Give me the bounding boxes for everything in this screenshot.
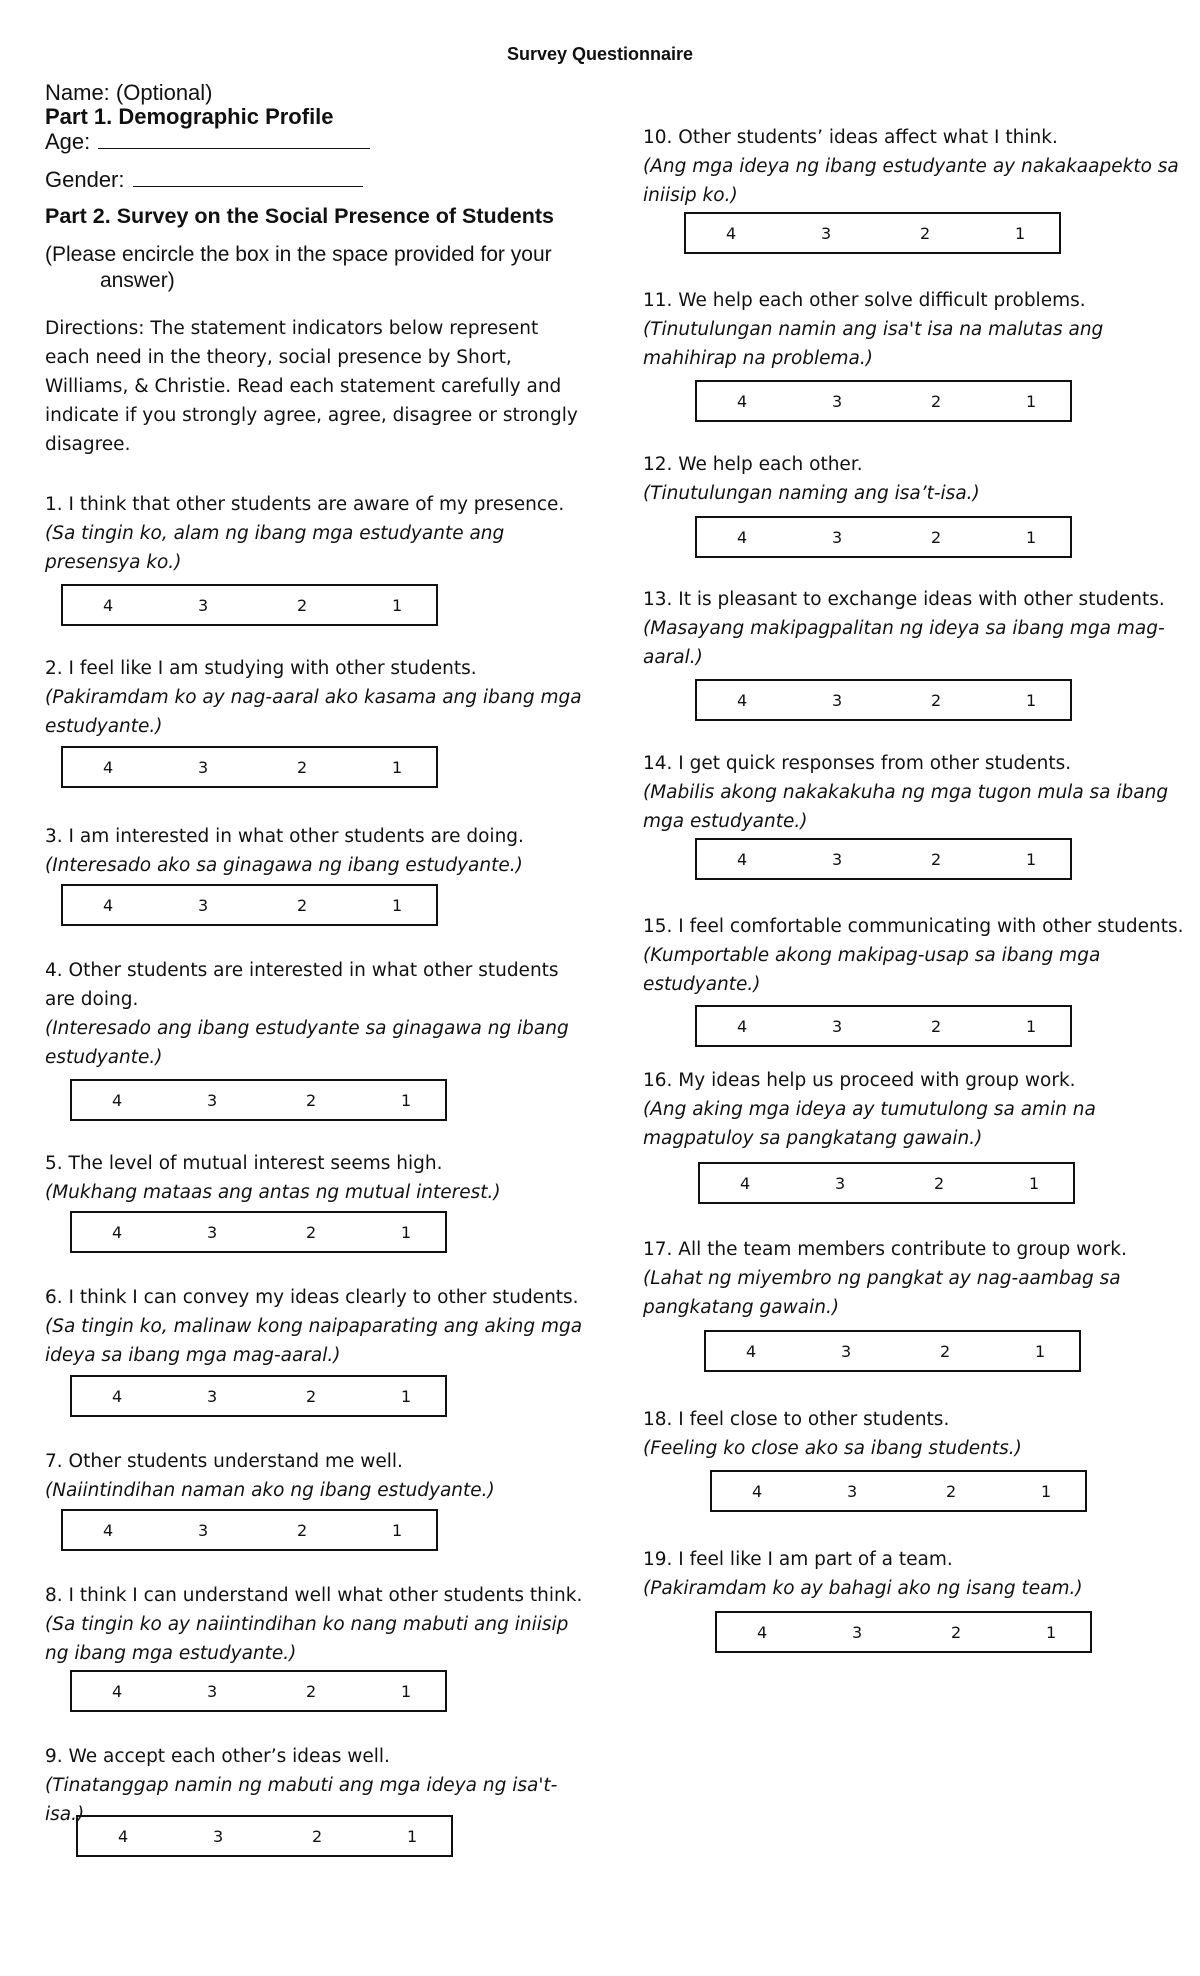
rating-option-3[interactable]: 3	[198, 896, 209, 915]
rating-option-1[interactable]: 1	[1041, 1482, 1052, 1501]
rating-option-3[interactable]: 3	[198, 596, 209, 615]
question-1	[45, 490, 585, 577]
rating-scale-13[interactable]	[695, 679, 1072, 721]
question-7	[45, 1447, 585, 1505]
rating-scale-15[interactable]	[695, 1005, 1072, 1047]
rating-scale-1[interactable]	[61, 584, 438, 626]
rating-option-3[interactable]: 3	[832, 392, 843, 411]
age-field	[45, 128, 370, 155]
question-15-translation: (Kumportable akong makipag-usap sa ibang mga estudyante.)	[643, 945, 1101, 995]
rating-scale-16[interactable]	[698, 1162, 1075, 1204]
question-15-text: 15. I feel comfortable communicating with other students.	[643, 916, 1184, 937]
rating-option-3[interactable]: 3	[841, 1342, 852, 1361]
rating-scale-11[interactable]	[695, 380, 1072, 422]
question-17	[643, 1235, 1183, 1322]
rating-option-2[interactable]: 2	[306, 1682, 317, 1701]
rating-option-2[interactable]: 2	[931, 528, 942, 547]
question-5-text: 5. The level of mutual interest seems high.	[45, 1153, 443, 1174]
rating-option-1[interactable]: 1	[407, 1827, 418, 1846]
question-16-translation: (Ang aking mga ideya ay tumutulong sa amin na magpatuloy sa pangkatang gawain.)	[643, 1099, 1096, 1149]
rating-option-4[interactable]: 4	[737, 850, 748, 869]
question-8-translation: (Sa tingin ko ay naiintindihan ko nang mabuti ang iniisip ng ibang mga estudyante.)	[45, 1614, 569, 1664]
rating-option-2[interactable]: 2	[297, 596, 308, 615]
question-2-translation: (Pakiramdam ko ay nag-aaral ako kasama ang ibang mga estudyante.)	[45, 687, 582, 737]
question-11	[643, 286, 1183, 373]
question-4	[45, 956, 585, 1072]
part1-heading: Part 1. Demographic Profile	[45, 104, 334, 129]
question-11-text: 11. We help each other solve difficult problems.	[643, 290, 1086, 311]
rating-option-4[interactable]: 4	[103, 1521, 114, 1540]
rating-option-1[interactable]: 1	[1026, 850, 1037, 869]
rating-option-1[interactable]: 1	[392, 896, 403, 915]
rating-option-3[interactable]: 3	[198, 758, 209, 777]
rating-option-4[interactable]: 4	[103, 896, 114, 915]
directions-paragraph: Directions: The statement indicators below represent each need in the theory, social presence by Short, Williams, & Christie. Read each statement carefully and indicate if you strongly agree, agree, disagree or strongly disagree.	[45, 318, 578, 455]
rating-option-2[interactable]: 2	[951, 1623, 962, 1642]
rating-option-1[interactable]: 1	[1026, 528, 1037, 547]
question-14-translation: (Mabilis akong nakakakuha ng mga tugon mula sa ibang mga estudyante.)	[643, 782, 1169, 832]
rating-option-1[interactable]: 1	[1026, 1017, 1037, 1036]
rating-option-4[interactable]: 4	[752, 1482, 763, 1501]
rating-scale-10[interactable]	[684, 212, 1061, 254]
rating-option-3[interactable]: 3	[832, 1017, 843, 1036]
rating-option-2[interactable]: 2	[931, 1017, 942, 1036]
question-13-translation: (Masayang makipagpalitan ng ideya sa ibang mga mag-aaral.)	[643, 618, 1165, 668]
rating-option-1[interactable]: 1	[401, 1387, 412, 1406]
question-12	[643, 450, 1183, 508]
question-1-translation: (Sa tingin ko, alam ng ibang mga estudyante ang presensya ko.)	[45, 523, 505, 573]
question-10-translation: (Ang mga ideya ng ibang estudyante ay nakakaapekto sa iniisip ko.)	[643, 156, 1179, 206]
rating-option-3[interactable]: 3	[847, 1482, 858, 1501]
gender-label: Gender:	[45, 167, 125, 192]
rating-option-4[interactable]: 4	[737, 392, 748, 411]
rating-option-3[interactable]: 3	[207, 1682, 218, 1701]
rating-scale-14[interactable]	[695, 838, 1072, 880]
rating-scale-2[interactable]	[61, 746, 438, 788]
question-16-text: 16. My ideas help us proceed with group work.	[643, 1070, 1076, 1091]
instruction-line-1: (Please encircle the box in the space provided for your	[45, 243, 552, 266]
question-17-text: 17. All the team members contribute to group work.	[643, 1239, 1127, 1260]
rating-option-2[interactable]: 2	[297, 758, 308, 777]
age-blank-line[interactable]	[98, 128, 370, 149]
rating-scale-5[interactable]	[70, 1211, 447, 1253]
question-19	[643, 1545, 1183, 1603]
question-9-translation: (Tinatanggap namin ng mabuti ang mga ideya ng isa't-isa.)	[45, 1775, 558, 1825]
rating-option-1[interactable]: 1	[1015, 224, 1026, 243]
rating-option-2[interactable]: 2	[931, 850, 942, 869]
question-8-text: 8. I think I can understand well what other students think.	[45, 1585, 583, 1606]
age-label: Age:	[45, 129, 91, 154]
document-title: Survey Questionnaire	[506, 44, 694, 64]
question-7-translation: (Naiintindihan naman ako ng ibang estudyante.)	[45, 1480, 495, 1501]
question-5	[45, 1149, 585, 1207]
rating-option-1[interactable]: 1	[1026, 691, 1037, 710]
rating-option-2[interactable]: 2	[306, 1387, 317, 1406]
rating-option-1[interactable]: 1	[1035, 1342, 1046, 1361]
rating-option-2[interactable]: 2	[297, 1521, 308, 1540]
question-3	[45, 822, 585, 880]
question-11-translation: (Tinutulungan namin ang isa't isa na malutas ang mahihirap na problema.)	[643, 319, 1104, 369]
question-17-translation: (Lahat ng miyembro ng pangkat ay nag-aambag sa pangkatang gawain.)	[643, 1268, 1121, 1318]
rating-option-4[interactable]: 4	[112, 1682, 123, 1701]
rating-option-3[interactable]: 3	[835, 1174, 846, 1193]
name-field-label: Name: (Optional)	[45, 80, 213, 105]
rating-option-1[interactable]: 1	[401, 1091, 412, 1110]
rating-option-1[interactable]: 1	[1029, 1174, 1040, 1193]
question-15	[643, 912, 1200, 999]
question-14	[643, 749, 1183, 836]
rating-scale-12[interactable]	[695, 516, 1072, 558]
question-4-translation: (Interesado ang ibang estudyante sa ginagawa ng ibang estudyante.)	[45, 1018, 569, 1068]
question-18	[643, 1405, 1183, 1463]
rating-option-2[interactable]: 2	[931, 392, 942, 411]
rating-option-1[interactable]: 1	[392, 596, 403, 615]
rating-option-2[interactable]: 2	[931, 691, 942, 710]
rating-option-4[interactable]: 4	[726, 224, 737, 243]
rating-option-2[interactable]: 2	[306, 1223, 317, 1242]
rating-option-4[interactable]: 4	[746, 1342, 757, 1361]
rating-scale-9[interactable]	[76, 1815, 453, 1857]
question-12-text: 12. We help each other.	[643, 454, 863, 475]
rating-scale-3[interactable]	[61, 884, 438, 926]
rating-option-3[interactable]: 3	[852, 1623, 863, 1642]
question-19-text: 19. I feel like I am part of a team.	[643, 1549, 953, 1570]
question-18-text: 18. I feel close to other students.	[643, 1409, 950, 1430]
question-1-text: 1. I think that other students are aware of my presence.	[45, 494, 565, 515]
question-7-text: 7. Other students understand me well.	[45, 1451, 403, 1472]
rating-option-3[interactable]: 3	[821, 224, 832, 243]
rating-option-2[interactable]: 2	[297, 896, 308, 915]
question-8	[45, 1581, 585, 1668]
rating-option-1[interactable]: 1	[392, 1521, 403, 1540]
rating-option-4[interactable]: 4	[112, 1387, 123, 1406]
rating-option-3[interactable]: 3	[832, 528, 843, 547]
question-18-translation: (Feeling ko close ako sa ibang students.)	[643, 1438, 1022, 1459]
rating-option-4[interactable]: 4	[757, 1623, 768, 1642]
rating-option-4[interactable]: 4	[103, 596, 114, 615]
rating-option-2[interactable]: 2	[934, 1174, 945, 1193]
rating-option-3[interactable]: 3	[207, 1223, 218, 1242]
rating-option-2[interactable]: 2	[312, 1827, 323, 1846]
rating-option-2[interactable]: 2	[946, 1482, 957, 1501]
rating-option-3[interactable]: 3	[213, 1827, 224, 1846]
question-13	[643, 585, 1183, 672]
rating-option-4[interactable]: 4	[103, 758, 114, 777]
question-2-text: 2. I feel like I am studying with other students.	[45, 658, 477, 679]
question-19-translation: (Pakiramdam ko ay bahagi ako ng isang team.)	[643, 1578, 1083, 1599]
rating-option-1[interactable]: 1	[401, 1682, 412, 1701]
rating-option-3[interactable]: 3	[832, 691, 843, 710]
rating-option-3[interactable]: 3	[832, 850, 843, 869]
question-6-text: 6. I think I can convey my ideas clearly to other students.	[45, 1287, 579, 1308]
rating-option-3[interactable]: 3	[207, 1387, 218, 1406]
question-13-text: 13. It is pleasant to exchange ideas with other students.	[643, 589, 1165, 610]
rating-option-1[interactable]: 1	[401, 1223, 412, 1242]
part2-heading: Part 2. Survey on the Social Presence of Students	[45, 204, 554, 228]
question-3-translation: (Interesado ako sa ginagawa ng ibang estudyante.)	[45, 855, 523, 876]
rating-scale-7[interactable]	[61, 1509, 438, 1551]
rating-option-3[interactable]: 3	[198, 1521, 209, 1540]
question-2	[45, 654, 585, 741]
rating-option-3[interactable]: 3	[207, 1091, 218, 1110]
rating-option-4[interactable]: 4	[118, 1827, 129, 1846]
rating-option-1[interactable]: 1	[392, 758, 403, 777]
rating-option-4[interactable]: 4	[740, 1174, 751, 1193]
rating-option-2[interactable]: 2	[920, 224, 931, 243]
rating-scale-6[interactable]	[70, 1375, 447, 1417]
question-10	[643, 123, 1183, 210]
rating-scale-18[interactable]	[710, 1470, 1087, 1512]
rating-option-1[interactable]: 1	[1026, 392, 1037, 411]
rating-option-4[interactable]: 4	[737, 691, 748, 710]
question-4-text: 4. Other students are interested in what other students are doing.	[45, 960, 559, 1010]
instruction-line-2: answer)	[100, 269, 175, 292]
rating-option-1[interactable]: 1	[1046, 1623, 1057, 1642]
rating-scale-4[interactable]	[70, 1079, 447, 1121]
rating-scale-17[interactable]	[704, 1330, 1081, 1372]
question-9-text: 9. We accept each other’s ideas well.	[45, 1746, 390, 1767]
question-3-text: 3. I am interested in what other students are doing.	[45, 826, 524, 847]
rating-option-4[interactable]: 4	[112, 1091, 123, 1110]
question-10-text: 10. Other students’ ideas affect what I think.	[643, 127, 1058, 148]
question-6-translation: (Sa tingin ko, malinaw kong naipaparating ang aking mga ideya sa ibang mga mag-aaral.)	[45, 1316, 583, 1366]
rating-option-4[interactable]: 4	[112, 1223, 123, 1242]
rating-option-2[interactable]: 2	[306, 1091, 317, 1110]
question-14-text: 14. I get quick responses from other students.	[643, 753, 1072, 774]
rating-scale-8[interactable]	[70, 1670, 447, 1712]
rating-scale-19[interactable]	[715, 1611, 1092, 1653]
question-5-translation: (Mukhang mataas ang antas ng mutual interest.)	[45, 1182, 501, 1203]
rating-option-2[interactable]: 2	[940, 1342, 951, 1361]
gender-blank-line[interactable]	[133, 166, 363, 187]
gender-field	[45, 166, 363, 193]
question-16	[643, 1066, 1183, 1153]
question-6	[45, 1283, 585, 1370]
rating-option-4[interactable]: 4	[737, 1017, 748, 1036]
rating-option-4[interactable]: 4	[737, 528, 748, 547]
question-12-translation: (Tinutulungan naming ang isa’t-isa.)	[643, 483, 980, 504]
